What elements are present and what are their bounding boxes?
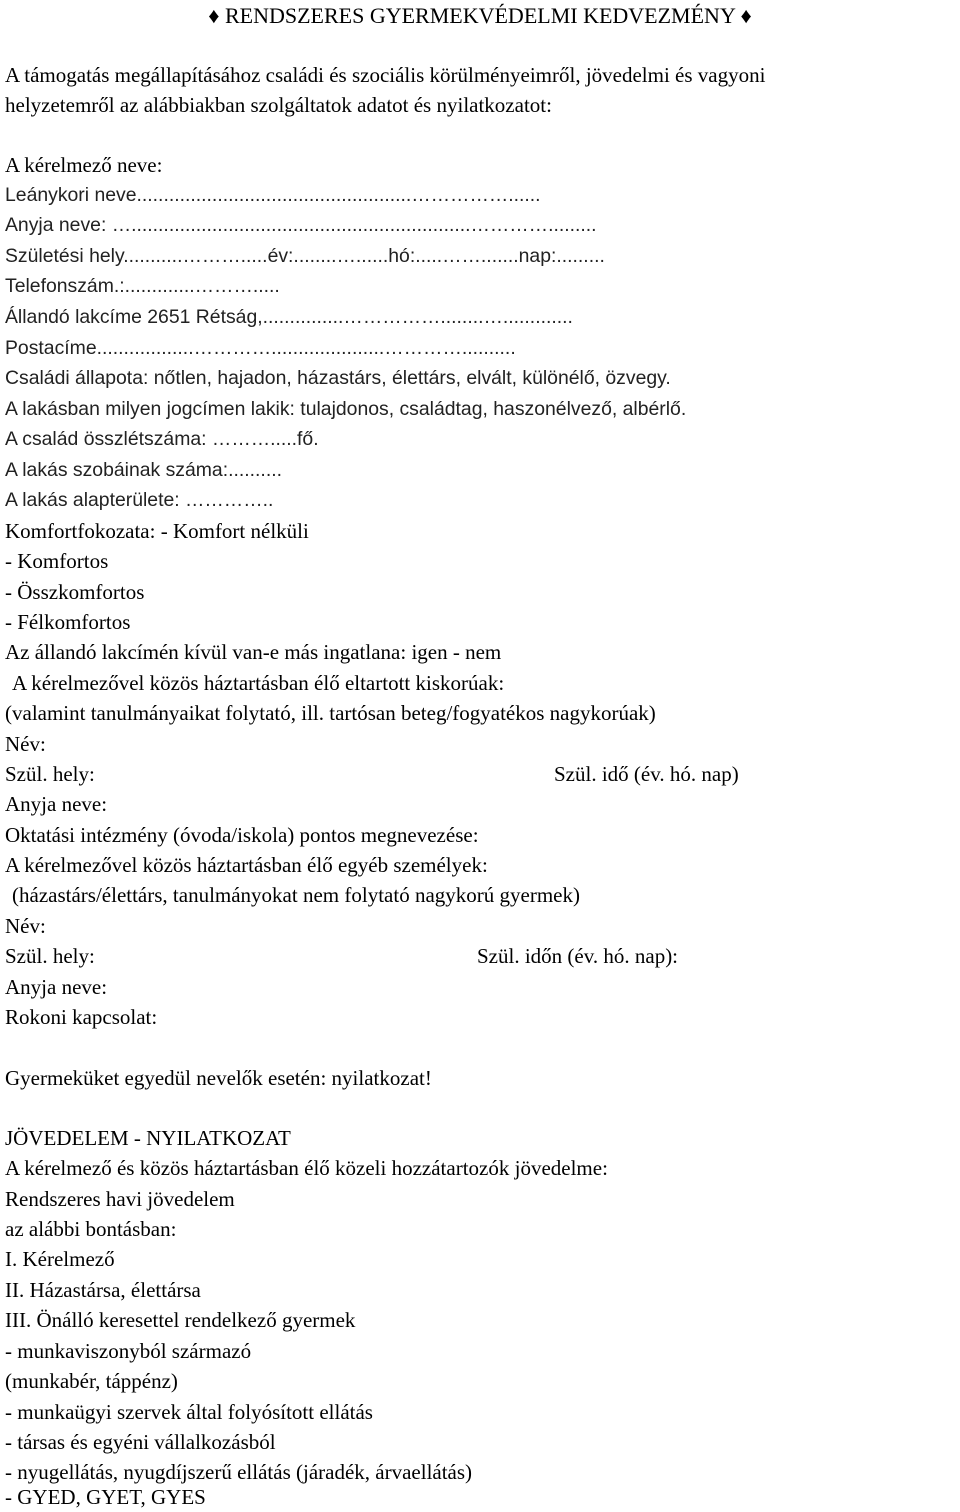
intro-line-1: A támogatás megállapításához családi és szociális körülményeimről, jövedelmi és vagyoni	[5, 63, 766, 87]
dependent-name-label: Név:	[5, 732, 46, 756]
comfort-option: - Komfortos	[5, 549, 109, 573]
dependent-mother-label: Anyja neve:	[5, 792, 108, 816]
address-field: Állandó lakcíme 2651 Rétság,...............……………........….............	[5, 306, 573, 328]
maiden-name-field: Leánykori neve...................................................……………......	[5, 184, 541, 206]
other-name-label: Név:	[5, 914, 46, 938]
income-source: - társas és egyéni vállalkozásból	[5, 1430, 276, 1454]
income-heading: JÖVEDELEM - NYILATKOZAT	[5, 1126, 291, 1150]
income-line: Rendszeres havi jövedelem	[5, 1187, 235, 1211]
dependent-birth-date-label: Szül. idő (év. hó. nap)	[554, 762, 739, 786]
other-birth-date-label: Szül. időn (év. hó. nap):	[477, 944, 679, 968]
income-category: I. Kérelmező	[5, 1247, 115, 1271]
applicant-name-label: A kérelmező neve:	[5, 153, 163, 177]
phone-field: Telefonszám.:.............……….....	[5, 275, 280, 297]
income-category: II. Házastársa, élettársa	[5, 1278, 201, 1302]
income-line: A kérelmező és közös háztartásban élő közeli hozzátartozók jövedelme:	[5, 1156, 608, 1180]
intro-line-2: helyzetemről az alábbiakban szolgáltatok adatot és nyilatkozatot:	[5, 93, 552, 117]
income-source: - nyugellátás, nyugdíjszerű ellátás (járadék, árvaellátás)	[5, 1460, 473, 1484]
page-title: ♦ RENDSZERES GYERMEKVÉDELMI KEDVEZMÉNY ♦	[208, 3, 752, 28]
floor-area-field: A lakás alapterülete: …………..	[5, 489, 274, 511]
comfort-option: - Félkomfortos	[5, 610, 131, 634]
others-heading: A kérelmezővel közös háztartásban élő egyéb személyek:	[5, 853, 488, 877]
household-size-field: A család összlétszáma: ……….....fő.	[5, 428, 319, 450]
income-line: az alábbi bontásban:	[5, 1217, 177, 1241]
property-question: Az állandó lakcímén kívül van-e más ingatlana: igen - nem	[5, 640, 502, 664]
postal-field: Postacíme..................………….....................…………..........	[5, 337, 516, 359]
other-birth-place-label: Szül. hely:	[5, 944, 95, 968]
dependents-note: (valamint tanulmányaikat folytató, ill. tartósan beteg/fogyatékos nagykorúak)	[5, 701, 656, 725]
comfort-option: - Összkomfortos	[5, 580, 145, 604]
income-source: - GYED, GYET, GYES	[5, 1485, 206, 1509]
mother-name-field: Anyja neve: …...............................................................………….........	[5, 214, 597, 236]
others-note: (házastárs/élettárs, tanulmányokat nem folytató nagykorú gyermek)	[12, 883, 580, 907]
other-relation-label: Rokoni kapcsolat:	[5, 1005, 158, 1029]
rooms-field: A lakás szobáinak száma:..........	[5, 459, 282, 481]
dependent-school-label: Oktatási intézmény (óvoda/iskola) pontos megnevezése:	[5, 823, 479, 847]
dependent-birth-place-label: Szül. hely:	[5, 762, 95, 786]
income-source: - munkaviszonyból származó	[5, 1339, 252, 1363]
single-parent-note: Gyermeküket egyedül nevelők esetén: nyilatkozat!	[5, 1066, 432, 1090]
marital-status-field: Családi állapota: nőtlen, hajadon, házastárs, élettárs, elvált, különélő, özvegy.	[5, 367, 671, 389]
income-category: III. Önálló keresettel rendelkező gyermek	[5, 1308, 356, 1332]
dependents-heading: A kérelmezővel közös háztartásban élő eltartott kiskorúak:	[12, 671, 505, 695]
comfort-heading: Komfortfokozata: - Komfort nélküli	[5, 519, 309, 543]
other-mother-label: Anyja neve:	[5, 975, 108, 999]
tenure-field: A lakásban milyen jogcímen lakik: tulajdonos, családtag, haszonélvező, albérlő.	[5, 398, 687, 420]
income-source: - munkaügyi szervek által folyósított ellátás	[5, 1400, 373, 1424]
income-source-note: (munkabér, táppénz)	[5, 1369, 178, 1393]
birth-field: Születési hely...........……….....év:........…......hó:.....…….......nap:.........	[5, 245, 605, 267]
